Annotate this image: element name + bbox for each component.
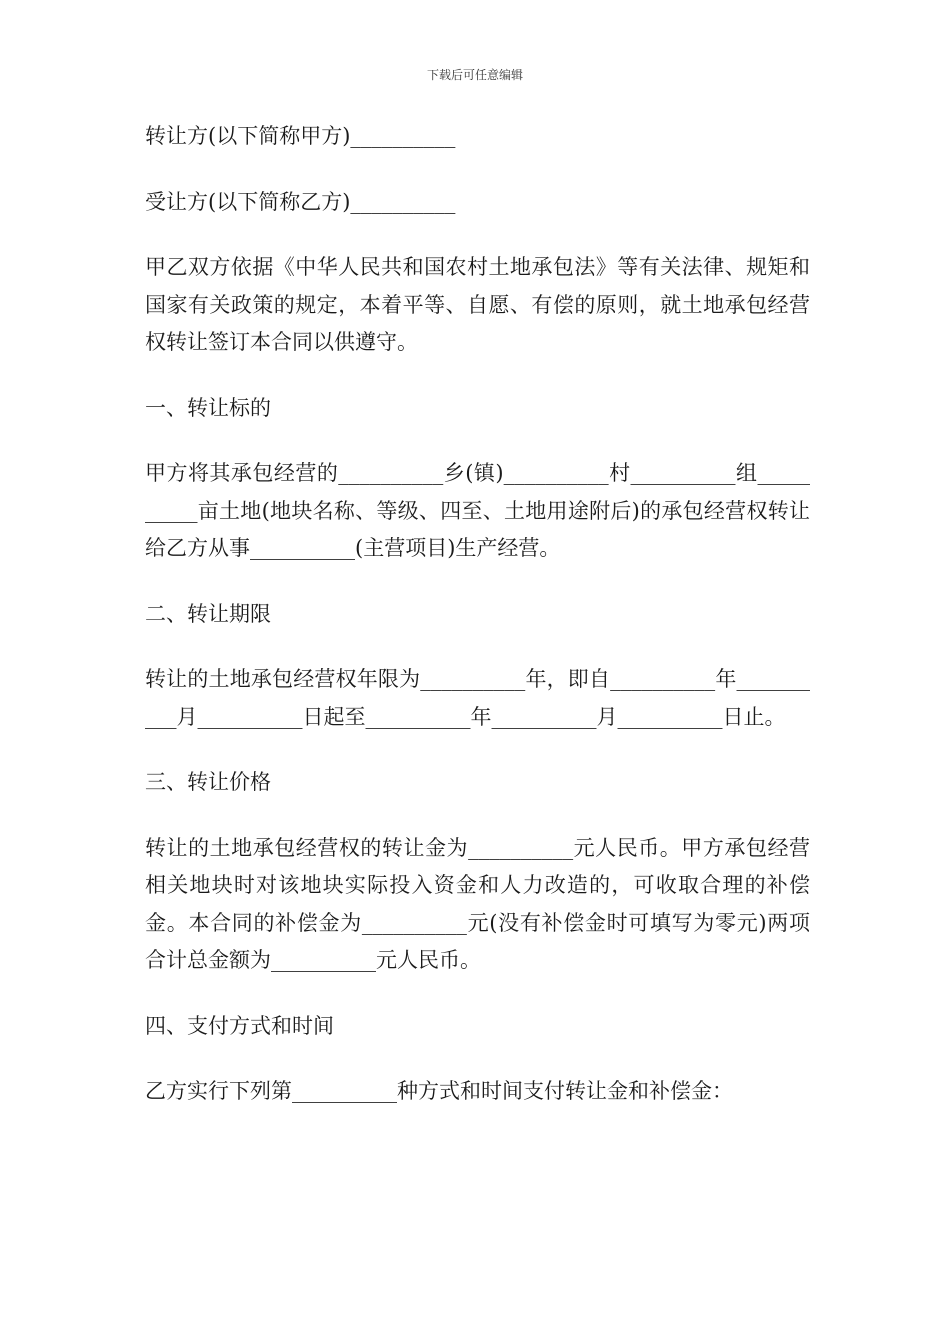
section-4-paragraph: 乙方实行下列第__________种方式和时间支付转让金和补偿金： xyxy=(145,1079,733,1103)
section-heading-4: 四、支付方式和时间 xyxy=(145,1013,334,1038)
page-header-note: 下载后可任意编辑 xyxy=(426,68,523,82)
preamble-paragraph: 甲乙双方依据《中华人民共和国农村土地承包法》等有关法律、规矩和国家有关政策的规定，本着平等、自愿、有偿的原则，就土地承包经营权转让签订本合同以供遵守。 xyxy=(145,255,810,354)
document-body xyxy=(145,118,810,1139)
section-1-paragraph: 甲方将其承包经营的__________乡(镇)__________村__________组__________亩土地(地块名称、等级、四至、土地用途附后)的承包经营权转让给乙方从事__________(主营项目)生产经营。 xyxy=(145,461,810,560)
section-3-paragraph: 转让的土地承包经营权的转让金为__________元人民币。甲方承包经营相关地块时对该地块实际投入资金和人力改造的，可收取合理的补偿金。本合同的补偿金为__________元(没有补偿金时可填写为零元)两项合计总金额为__________元人民币。 xyxy=(145,835,810,972)
section-heading-3: 三、转让价格 xyxy=(145,770,271,794)
section-heading-1: 一、转让标的 xyxy=(145,395,271,420)
transferor-line: 转让方(以下简称甲方)__________ xyxy=(145,124,456,148)
transferee-line: 受让方(以下简称乙方)__________ xyxy=(145,189,456,214)
section-heading-2: 二、转让期限 xyxy=(145,601,271,626)
section-2-paragraph: 转让的土地承包经营权年限为__________年，即自__________年__________月__________日起至__________年__________月__________日止。 xyxy=(145,667,810,729)
